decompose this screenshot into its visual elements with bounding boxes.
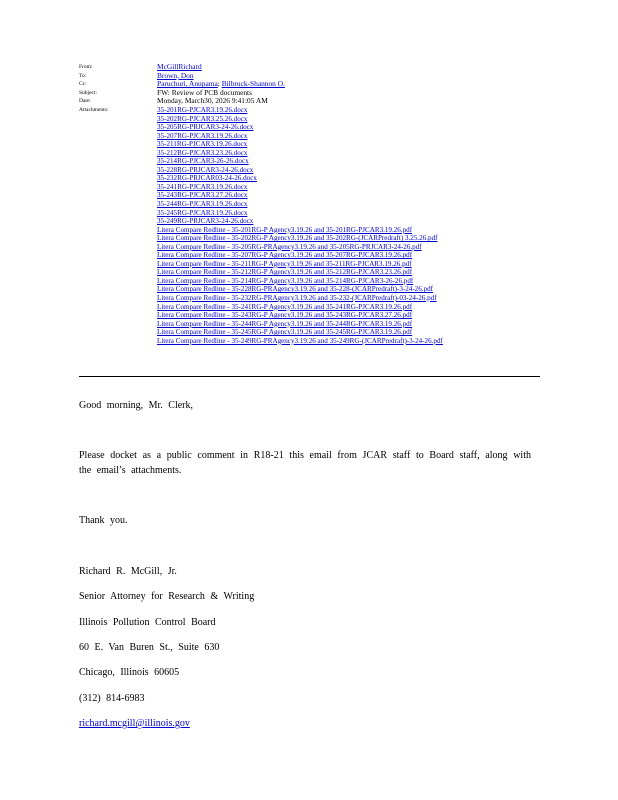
- attachment-link[interactable]: 35-201RG-PJCAR3.19.26.docx: [157, 105, 248, 114]
- attachment-link[interactable]: Litera Compare Redline - 35-241RG-P Agency3.19.26 and 35-241RG-PJCAR3.19.26.pdf: [157, 302, 413, 311]
- attachment-link[interactable]: 35-212RG-PJCAR3.23.26.docx: [157, 148, 248, 157]
- attachment-link[interactable]: 35-243RG-PJCAR3.27.26.docx: [157, 191, 248, 200]
- thanks: Thank you.: [79, 515, 128, 526]
- email-header: [79, 63, 549, 345]
- attachment-link[interactable]: 35-241RG-PJCAR3.19.26.docx: [157, 182, 248, 191]
- attachment-link[interactable]: Litera Compare Redline - 35-205RG-PRAgency3.19.26 and 35-205RG-PRJCAR3-24-26.pdf: [157, 242, 422, 251]
- to-row: [79, 72, 549, 81]
- cc-separator: ;: [217, 79, 220, 89]
- signature-city: Chicago, Illinois 60605: [79, 667, 180, 678]
- header-divider: [79, 376, 540, 377]
- attachment-link[interactable]: Litera Compare Redline - 35-228RG-PRAgency3.19.26 and 35-228-(JCARPredraft)-3-24-26.pdf: [157, 285, 434, 294]
- attachment-link[interactable]: 35-214RG-PJCAR3-26-26.docx: [157, 157, 249, 166]
- attachment-link[interactable]: 35-228RG-PRJCAR3-24-26.docx: [157, 165, 254, 174]
- from-row: [79, 63, 549, 72]
- signature-email-wrap: [79, 718, 216, 729]
- attachment-link[interactable]: 35-211RG-PJCAR3.19.26.docx: [157, 140, 248, 149]
- cc-label: Cc:: [79, 81, 87, 88]
- cc-link-1[interactable]: Paruchuri, Anupama: [157, 79, 218, 89]
- attachment-link[interactable]: Litera Compare Redline - 35-244RG-P Agency3.19.26 and 35-244RG-PJCAR3.19.26.pdf: [157, 319, 413, 328]
- attachment-link[interactable]: 35-244RG-PJCAR3.19.26.docx: [157, 199, 248, 208]
- attachment-link[interactable]: Litera Compare Redline - 35-243RG-P Agency3.19.26 and 35-243RG-PJCAR3.27.26.pdf: [157, 311, 413, 320]
- body-paragraph: Please docket as a public comment in R18-21 this email from JCAR staff to Board staff, along with the email’s attachments.: [79, 450, 531, 476]
- attachments-label: Attachments:: [79, 106, 109, 113]
- to-link[interactable]: Brown, Don: [157, 70, 194, 80]
- signature-email-link[interactable]: richard.mcgill@illinois.gov: [79, 718, 190, 729]
- cc-row: [79, 80, 549, 89]
- attachment-link[interactable]: Litera Compare Redline - 35-245RG-P Agency3.19.26 and 35-245RG-PJCAR3.19.26.pdf: [157, 328, 413, 337]
- attachment-link[interactable]: 35-245RG-PJCAR3.19.26.docx: [157, 208, 248, 217]
- signature-address: 60 E. Van Buren St., Suite 630: [79, 642, 220, 653]
- subject-row: [79, 89, 549, 98]
- attachment-link[interactable]: Litera Compare Redline - 35-212RG-P Agency3.19.26 and 35-212RG-PJCAR3.23.26.pdf: [157, 268, 413, 277]
- signature-phone: (312) 814-6983: [79, 693, 145, 704]
- attachment-link[interactable]: Litera Compare Redline - 35-211RG-P Agency3.19.26 and 35-211RG-PJCAR3.19.26.pdf: [157, 259, 412, 268]
- attachment-link[interactable]: Litera Compare Redline - 35-207RG-P Agency3.19.26 and 35-207RG-PJCAR3.19.26.pdf: [157, 251, 413, 260]
- date-value: Monday, March30, 2026 9:41:05 AM: [157, 96, 268, 106]
- attachment-link[interactable]: 35-202RG-PJCAR3.25.26.docx: [157, 114, 248, 123]
- signature-name: Richard R. McGill, Jr.: [79, 566, 177, 577]
- attachment-link[interactable]: Litera Compare Redline - 35-202RG-P Agency3.19.26 and 35-202RG-(JCARPredraft) 3.25.26.pdf: [157, 234, 438, 243]
- cc-link-2[interactable]: Bilbruck-Shannon O.: [221, 79, 285, 89]
- from-label: From:: [79, 64, 93, 70]
- signature-title: Senior Attorney for Research & Writing: [79, 591, 255, 602]
- date-row: [79, 97, 549, 106]
- attachment-link[interactable]: 35-232RG-PRJCAR03-24-26.docx: [157, 174, 257, 183]
- attachments-list: [157, 106, 443, 345]
- subject-label: Subject:: [79, 89, 98, 96]
- attachment-link[interactable]: Litera Compare Redline - 35-201RG-P Agency3.19.26 and 35-201RG-PJCAR3.19.26.pdf: [157, 225, 413, 234]
- signature-org: Illinois Pollution Control Board: [79, 617, 216, 628]
- attachment-link[interactable]: 35-205RG-PRJCAR3-24-26.docx: [157, 123, 254, 132]
- from-link[interactable]: McGillRichard: [157, 62, 202, 71]
- subject-value: FW: Review of PCB documents: [157, 87, 252, 97]
- to-label: To:: [79, 72, 87, 79]
- attachment-link[interactable]: Litera Compare Redline - 35-232RG-PRAgency3.19.26 and 35-232-(JCARPredraft)-03-24-26.pdf: [157, 294, 437, 302]
- attachment-link[interactable]: Litera Compare Redline - 35-214RG-P Agency3.19.26 and 35-214RG-PJCAR3-26-26.pdf: [157, 276, 414, 285]
- attachment-link[interactable]: 35-249RG-PRJCAR3-24-26.docx: [157, 217, 254, 226]
- greeting: Good morning, Mr. Clerk,: [79, 400, 193, 411]
- date-label: Date:: [79, 98, 91, 105]
- attachment-link[interactable]: Litera Compare Redline - 35-249RG-PRAgency3.19.26 and 35-249RG-(JCARPredraft)-3-24-26.pdf: [157, 336, 443, 345]
- attachments-row: [79, 106, 549, 345]
- attachment-link[interactable]: 35-207RG-PJCAR3.19.26.docx: [157, 131, 248, 140]
